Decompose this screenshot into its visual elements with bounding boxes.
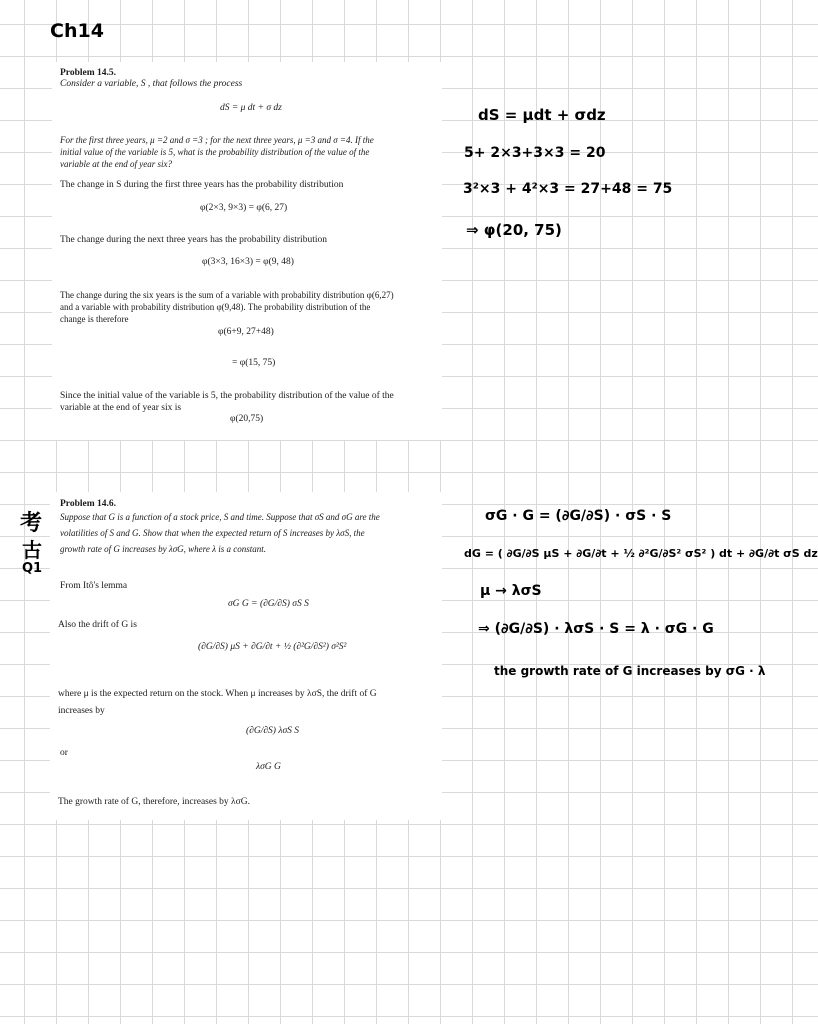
equation-4: λσG G bbox=[256, 762, 281, 772]
note-1-line-4: ⇒ φ(20, 75) bbox=[466, 221, 562, 239]
question-line-3: variable at the end of year six? bbox=[60, 159, 172, 169]
note-2-line-1: σG · G = (∂G/∂S) · σS · S bbox=[485, 508, 672, 524]
equation-1: σG G = (∂G/∂S) σS S bbox=[228, 599, 309, 609]
chapter-heading: Ch14 bbox=[50, 20, 104, 42]
solution-sentence-3a: The change during the six years is the sum of a variable with probability distribution φ(6,27) bbox=[60, 290, 394, 300]
solution-sentence-3b: increases by bbox=[58, 706, 105, 716]
equation-2: (∂G/∂S) μS + ∂G/∂t + ½ (∂²G/∂S²) σ²S² bbox=[198, 642, 347, 652]
solution-sentence-3a: where μ is the expected return on the stock. When μ increases by λσS, the drift of G bbox=[58, 689, 377, 699]
solution-sentence-1: From Itô's lemma bbox=[60, 581, 128, 591]
or-text: or bbox=[60, 748, 68, 758]
solution-sentence-1: The change in S during the first three years has the probability distribution bbox=[60, 180, 344, 190]
equation-2: φ(3×3, 16×3) = φ(9, 48) bbox=[202, 257, 294, 267]
solution-sentence-2: The change during the next three years has the probability distribution bbox=[60, 235, 327, 245]
problem-14-5-sheet bbox=[52, 62, 442, 440]
problem-title: Problem 14.6. bbox=[60, 499, 117, 509]
equation-3: φ(6+9, 27+48) bbox=[218, 327, 274, 337]
question-line-1: For the first three years, μ =2 and σ =3 ; for the next three years, μ =3 and σ =4. If the bbox=[60, 135, 374, 145]
margin-label-q1: Q1 bbox=[22, 561, 43, 576]
problem-intro: Consider a variable, S , that follows the process bbox=[60, 79, 243, 89]
equation-4: = φ(15, 75) bbox=[232, 358, 276, 368]
problem-14-6-sheet bbox=[50, 492, 442, 820]
question-line-2: initial value of the variable is 5, what is the probability distribution of the value of the bbox=[60, 147, 370, 157]
equation-1: φ(2×3, 9×3) = φ(6, 27) bbox=[200, 203, 288, 213]
margin-char-1: 考 bbox=[20, 511, 43, 536]
margin-char-2: 古 bbox=[22, 538, 42, 562]
problem-title: Problem 14.5. bbox=[60, 68, 117, 78]
note-2-line-5: the growth rate of G increases by σG · λ bbox=[494, 664, 766, 678]
equation-5: φ(20,75) bbox=[230, 414, 264, 424]
question-line-1: Suppose that G is a function of a stock price, S and time. Suppose that σS and σG are the bbox=[60, 512, 380, 522]
solution-sentence-4b: variable at the end of year six is bbox=[60, 403, 182, 413]
equation-3: (∂G/∂S) λσS S bbox=[246, 726, 300, 736]
note-2-line-4: ⇒ (∂G/∂S) · λσS · S = λ · σG · G bbox=[478, 621, 714, 637]
note-1-line-3: 3²×3 + 4²×3 = 27+48 = 75 bbox=[463, 181, 673, 197]
solution-sentence-3b: and a variable with probability distribution φ(9,48). The probability distribution of the bbox=[60, 302, 371, 312]
solution-sentence-4a: Since the initial value of the variable is 5, the probability distribution of the value of the bbox=[60, 391, 394, 401]
note-2-line-3: μ → λσS bbox=[480, 583, 542, 599]
note-1-line-1: dS = μdt + σdz bbox=[478, 106, 606, 124]
question-line-3: growth rate of G increases by λσG, where λ is a constant. bbox=[60, 544, 266, 554]
process-equation: dS = μ dt + σ dz bbox=[220, 103, 282, 113]
question-line-2: volatilities of S and G. Show that when the expected return of S increases by λσS, the bbox=[60, 528, 365, 538]
note-2-line-2: dG = ( ∂G/∂S μS + ∂G/∂t + ½ ∂²G/∂S² σS² ) dt + ∂G/∂t σS dz bbox=[464, 547, 818, 560]
solution-sentence-4: The growth rate of G, therefore, increases by λσG. bbox=[58, 797, 250, 807]
note-1-line-2: 5+ 2×3+3×3 = 20 bbox=[464, 145, 606, 161]
solution-sentence-3c: change is therefore bbox=[60, 314, 129, 324]
solution-sentence-2: Also the drift of G is bbox=[58, 620, 137, 630]
